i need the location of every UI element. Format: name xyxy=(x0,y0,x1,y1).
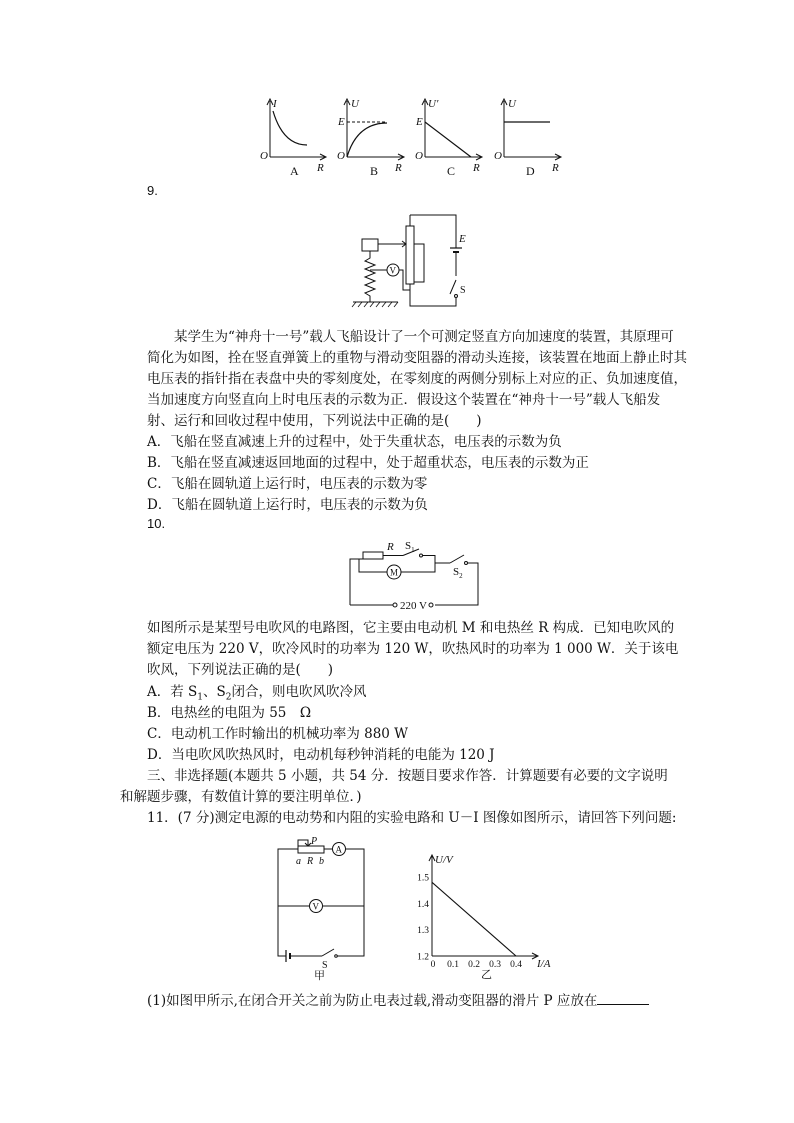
q11-part1-text: (1)如图甲所示,在闭合开关之前为防止电表过载,滑动变阻器的滑片 P 应放在 xyxy=(147,993,598,1009)
graph-b-level: E xyxy=(338,116,345,128)
q10-option-a-post: 闭合，则电吹风吹冷风 xyxy=(231,684,367,700)
graph-c-level: E xyxy=(416,116,423,128)
q9-option-b: B．飞船在竖直减速返回地面的过程中，处于超重状态，电压表的示数为正 xyxy=(147,455,589,471)
graph-c-x-label: R xyxy=(473,162,480,174)
q9-option-d: D．飞船在圆轨道上运行时，电压表的示数为负 xyxy=(147,497,428,513)
graph-a-origin: O xyxy=(260,150,268,162)
q10-option-a-sub2: 2 xyxy=(225,692,232,703)
q11-ammeter-label: A xyxy=(335,844,342,855)
q11-switch-label: S xyxy=(322,960,328,971)
q10-switch1-label: $S_1$ xyxy=(405,540,415,554)
graph-b-x-label: R xyxy=(395,162,402,174)
chart-y-tick-1: 1.3 xyxy=(417,926,429,937)
q9-option-a: A．飞船在竖直减速上升的过程中，处于失重状态，电压表的示数为负 xyxy=(147,434,562,450)
q10-supply-label: 220 V xyxy=(400,600,427,612)
graph-c-origin: O xyxy=(415,150,423,162)
q11-circuit-jia xyxy=(276,836,386,982)
chart-y-tick-2: 1.4 xyxy=(417,899,429,910)
q11-end-a-label: a xyxy=(296,856,301,867)
q11-end-b-label: b xyxy=(319,856,324,867)
q10-option-c: C．电动机工作时输出的机械功率为 880 W xyxy=(147,726,409,742)
graph-d-x-label: R xyxy=(552,162,559,174)
q9-emf-label: E xyxy=(459,233,466,245)
q9-accelerometer-circuit xyxy=(348,210,478,310)
graph-b-y-label: U xyxy=(351,98,359,110)
question-11-stem: 11．(7 分)测定电源的电动势和内阻的实验电路和 U－I 图像如图所示，请回答下列问题: xyxy=(147,810,677,826)
q11-slider-label: P xyxy=(311,836,318,847)
graph-c-caption: C xyxy=(447,164,456,178)
chart-x-tick-1: 0.1 xyxy=(447,960,459,970)
question-11-part-1 xyxy=(147,990,687,1012)
q10-motor-label: M xyxy=(390,567,399,578)
section-3-heading: 三、非选择题(本题共 5 小题，共 54 分．按题目要求作答．计算题要有必要的文字说明和解题步骤，有数值计算的要注明单位．) xyxy=(120,768,668,805)
chart-x-tick-4: 0.4 xyxy=(510,960,522,970)
q10-switch2-label: $S_2$ xyxy=(453,566,463,580)
q10-resistor-label: R xyxy=(387,541,394,553)
chart-caption: 乙 xyxy=(481,969,492,981)
chart-y-tick-3: 1.5 xyxy=(417,873,429,884)
q10-option-a-pre: A．若 S xyxy=(147,684,198,700)
graph-d-caption: D xyxy=(526,164,535,178)
q10-hairdryer-circuit xyxy=(345,537,485,613)
graph-d-y-label: U xyxy=(508,98,516,110)
q10-option-a-mid: 、S xyxy=(203,684,226,700)
q9-voltmeter-label: V xyxy=(389,265,396,276)
q10-option-b: B．电热丝的电阻为 55 Ω xyxy=(147,705,312,721)
q10-option-a-sub1: 1 xyxy=(197,692,204,703)
chart-x-tick-0: 0 xyxy=(430,960,436,970)
q10-option-d: D．当电吹风吹热风时，电动机每秒钟消耗的电能为 120 J xyxy=(147,747,495,763)
q11-resistor-label: R xyxy=(307,856,314,867)
chart-x-axis-label: I/A xyxy=(537,958,551,970)
q11-caption-jia: 甲 xyxy=(314,970,325,982)
question-9-number: 9. xyxy=(147,183,158,198)
graph-d-origin: O xyxy=(494,150,502,162)
chart-series-line-0 xyxy=(432,882,516,956)
graph-b-caption: B xyxy=(370,164,379,178)
graph-a-x-label: R xyxy=(317,162,324,174)
graph-c-y-label: U′ xyxy=(428,98,439,110)
graph-b xyxy=(335,95,415,175)
chart-x-tick-3: 0.3 xyxy=(489,960,501,970)
question-10-stem: 如图所示是某型号电吹风的电路图，它主要由电动机 M 和电热丝 R 构成．已知电吹风的额定电压为 220 V，吹冷风时的功率为 120 W，吹热风时的功率为 1 000 W．关于该电吹风，下列说法正确的是( ) xyxy=(147,620,679,678)
question-10-number: 10. xyxy=(147,516,166,531)
graph-a-caption: A xyxy=(290,164,299,178)
question-9-stem: 某学生为“神舟十一号”载人飞船设计了一个可测定竖直方向加速度的装置，其原理可简化为如图，拴在竖直弹簧上的重物与滑动变阻器的滑动头连接，该装置在地面上静止时其电压表的指针指在表盘中央的零刻度处，在零刻度的两侧分别标上对应的正、负加速度值，当加速度方向竖直向上时电压表的示数为正．假设这个装置在“神舟十一号”载人飞船发射、运行和回收过程中使用，下列说法中正确的是( ) xyxy=(147,329,687,429)
graph-a-y-label: I xyxy=(273,98,277,110)
graph-a xyxy=(255,95,335,175)
q9-option-c: C．飞船在圆轨道上运行时，电压表的示数为零 xyxy=(147,476,428,492)
graph-d xyxy=(492,95,572,175)
q11-ui-chart xyxy=(405,850,565,980)
q11-voltmeter-label: V xyxy=(312,901,319,912)
chart-x-tick-2: 0.2 xyxy=(468,960,480,970)
chart-y-tick-0: 1.2 xyxy=(417,952,429,963)
q9-switch-label: S xyxy=(460,285,466,296)
graph-c xyxy=(413,95,493,175)
graph-b-origin: O xyxy=(337,150,345,162)
chart-y-axis-label: U/V xyxy=(435,854,453,866)
answer-blank xyxy=(597,990,649,1005)
